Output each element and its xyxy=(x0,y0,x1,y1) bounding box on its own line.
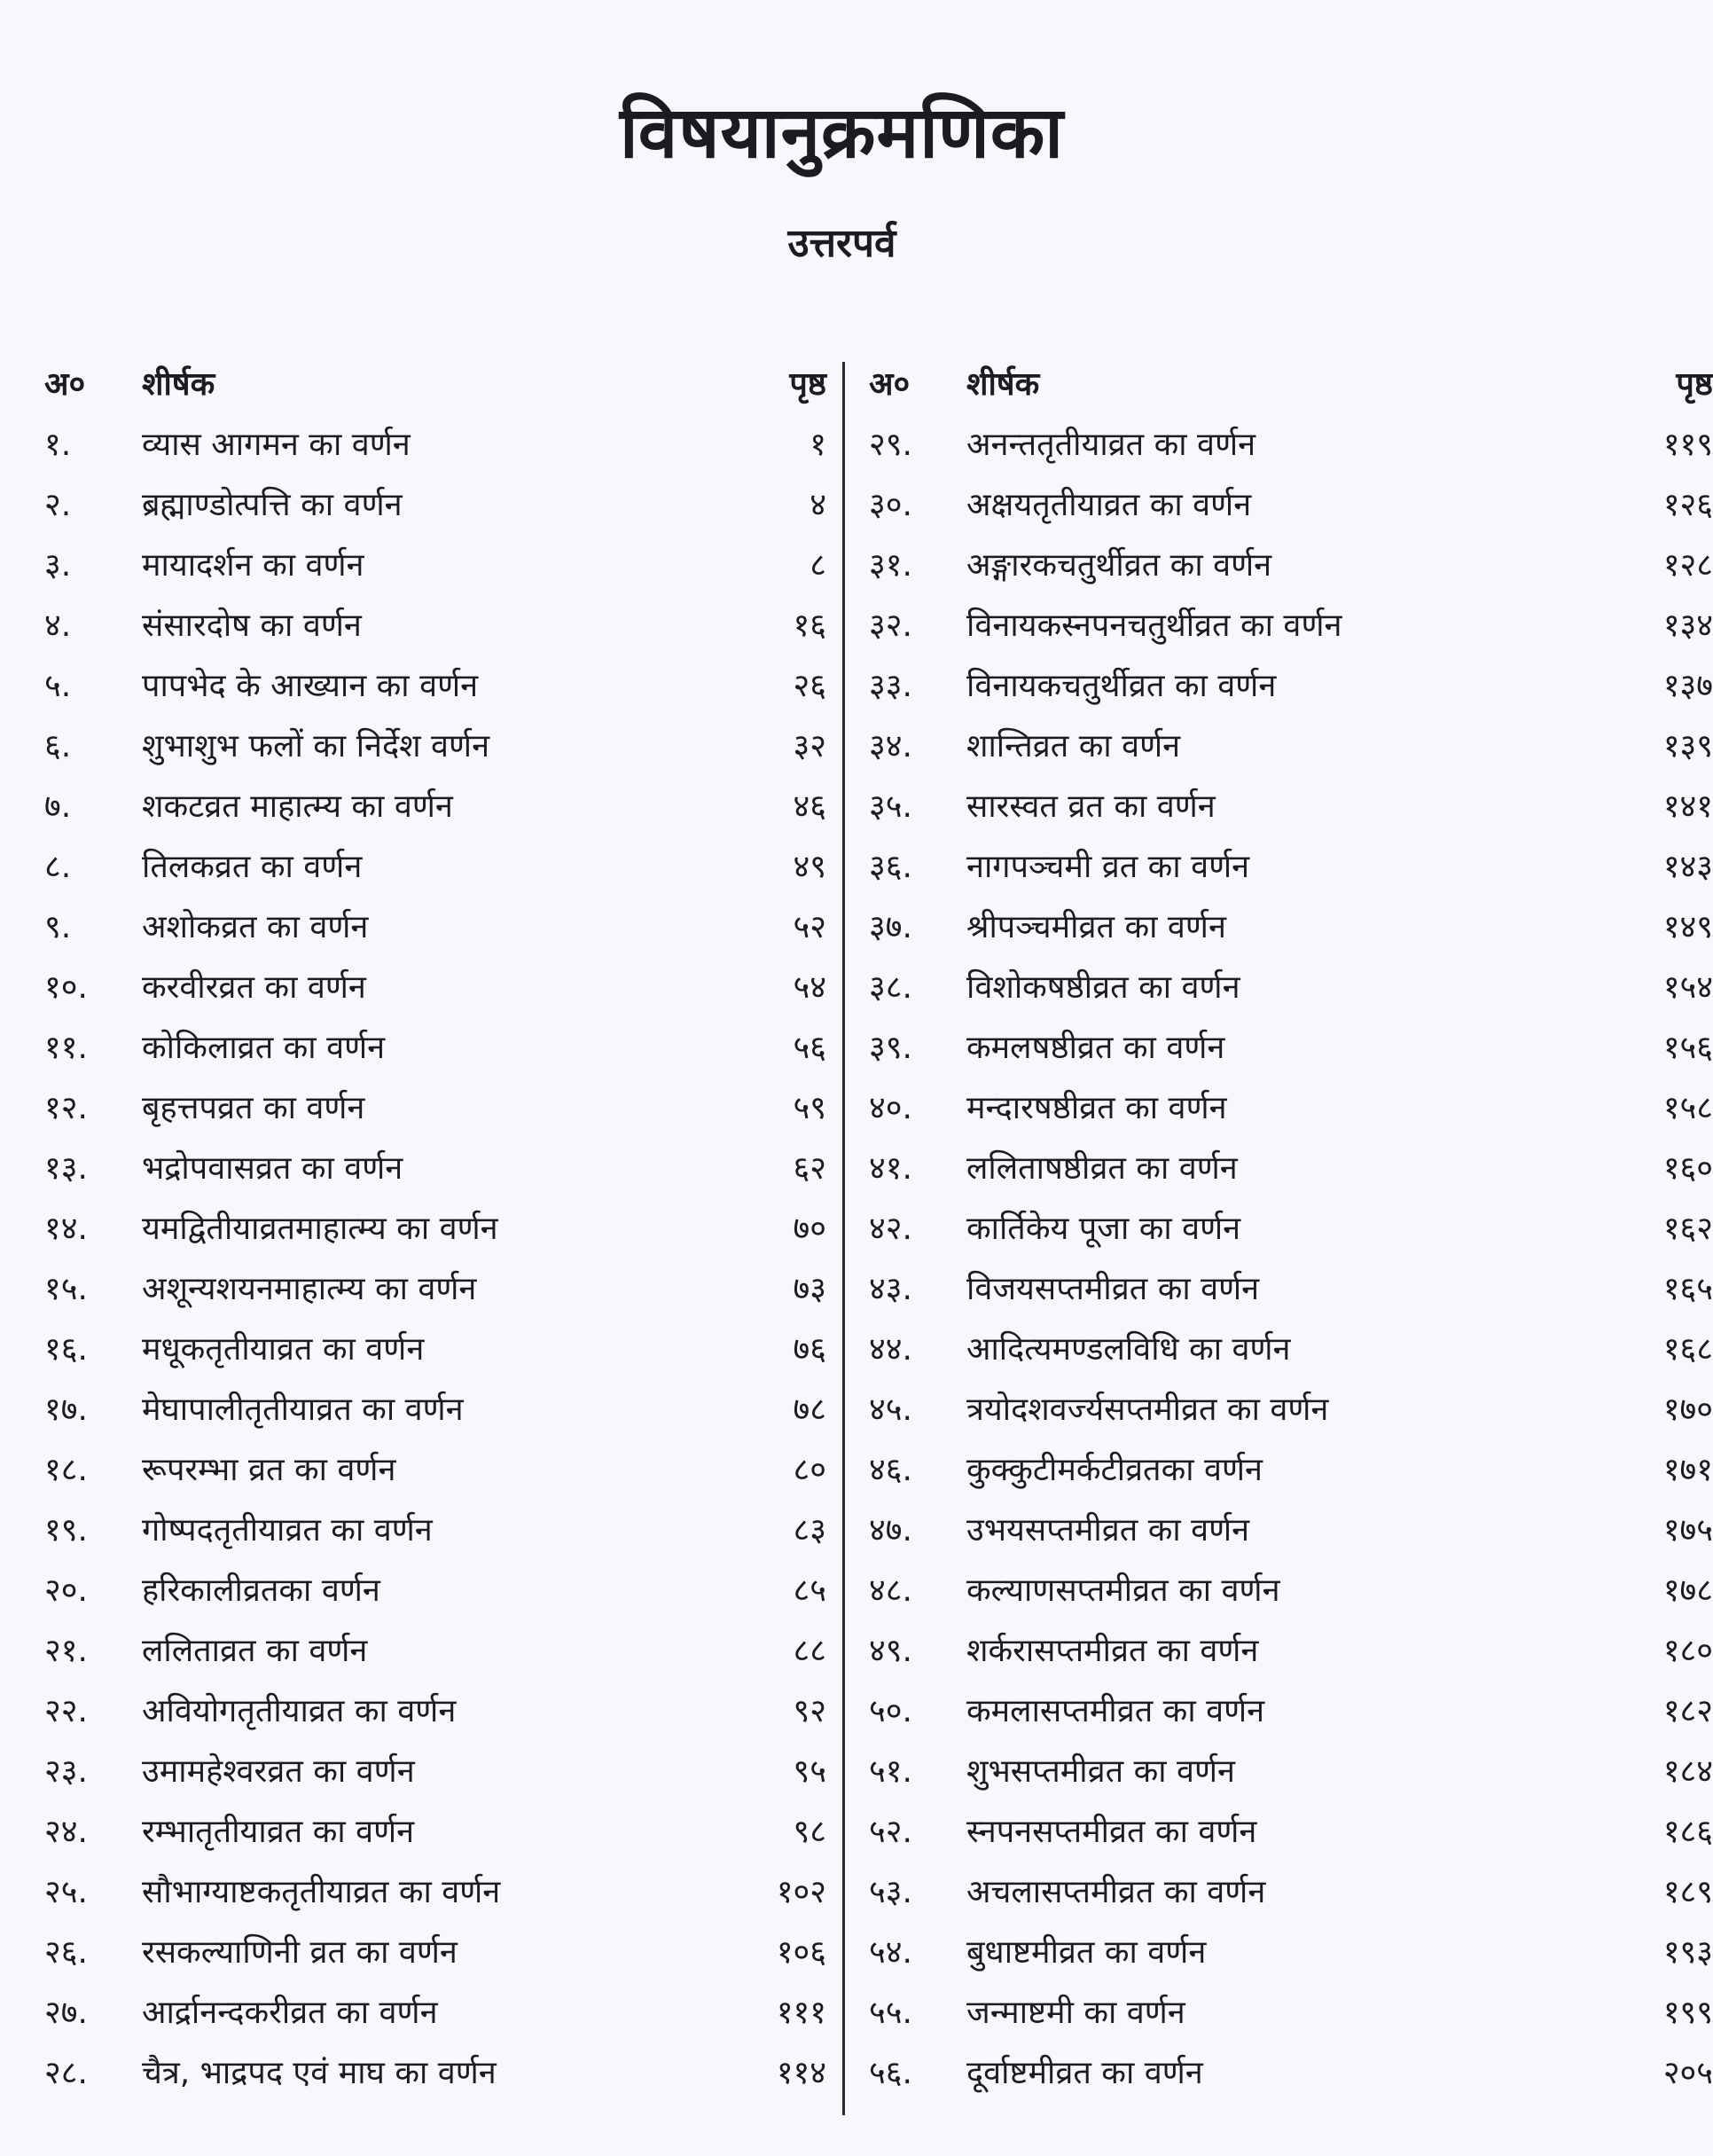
toc-entry xyxy=(44,536,825,596)
header-num-label: अ० xyxy=(44,366,86,403)
toc-entry xyxy=(44,1199,825,1259)
entry-title: पापभेद के आख्यान का वर्णन xyxy=(142,668,479,704)
entry-page: ७० xyxy=(793,1211,826,1247)
entry-number: १६. xyxy=(44,1331,88,1368)
entry-title: विनायकस्नपनचतुर्थीव्रत का वर्णन xyxy=(966,608,1342,644)
entry-number: १४. xyxy=(44,1211,88,1247)
header-page-label: पृष्ठ xyxy=(789,366,826,403)
entry-title: ललिताषष्ठीव्रत का वर्णन xyxy=(966,1150,1238,1187)
toc-entry xyxy=(44,717,825,777)
entry-title: चैत्र, भाद्रपद एवं माघ का वर्णन xyxy=(142,2055,497,2091)
entry-page: १२६ xyxy=(1662,487,1713,523)
entry-page: १७० xyxy=(1662,1392,1713,1428)
entry-title: शर्करासप्तमीव्रत का वर्णन xyxy=(966,1633,1259,1669)
entry-number: ५३. xyxy=(869,1874,912,1910)
entry-number: ४१. xyxy=(869,1150,912,1187)
entry-title: जन्माष्टमी का वर्णन xyxy=(966,1995,1185,2031)
entry-number: २३. xyxy=(44,1753,88,1790)
toc-entry xyxy=(869,656,1713,717)
entry-title: मन्दारषष्ठीव्रत का वर्णन xyxy=(966,1090,1227,1126)
entry-title: करवीरव्रत का वर्णन xyxy=(142,969,366,1006)
toc-entry xyxy=(869,717,1713,777)
entry-title: भद्रोपवासव्रत का वर्णन xyxy=(142,1150,403,1187)
toc-list-right xyxy=(869,415,1713,2104)
toc-entry xyxy=(44,1259,825,1320)
entry-page: ७६ xyxy=(793,1331,826,1368)
entry-title: सौभाग्याष्टकतृतीयाव्रत का वर्णन xyxy=(142,1874,501,1910)
entry-title: कल्याणसप्तमीव्रत का वर्णन xyxy=(966,1572,1280,1609)
toc-entry xyxy=(44,1018,825,1078)
entry-title: शुभाशुभ फलों का निर्देश वर्णन xyxy=(142,728,490,764)
entry-page: ८ xyxy=(810,547,826,584)
entry-page: ६२ xyxy=(793,1150,826,1187)
entry-page: ५२ xyxy=(793,909,826,945)
toc-entry xyxy=(44,2043,825,2104)
toc-entry xyxy=(44,1561,825,1621)
entry-number: ३५. xyxy=(869,788,912,825)
entry-number: ४६. xyxy=(869,1452,912,1488)
entry-page: १८६ xyxy=(1662,1814,1713,1850)
entry-title: कुक्कुटीमर्कटीव्रतका वर्णन xyxy=(966,1452,1263,1488)
entry-number: ४७. xyxy=(869,1512,912,1548)
entry-title: अशोकव्रत का वर्णन xyxy=(142,909,369,945)
toc-entry xyxy=(44,1139,825,1199)
entry-number: १३. xyxy=(44,1150,88,1187)
toc-entry xyxy=(44,1682,825,1742)
entry-number: ३२. xyxy=(869,608,912,644)
toc-entry xyxy=(869,1682,1713,1742)
entry-page: ८५ xyxy=(793,1572,826,1609)
entry-title: शान्तिव्रत का वर्णन xyxy=(966,728,1181,764)
toc-entry xyxy=(44,958,825,1018)
entry-page: १४३ xyxy=(1662,849,1713,885)
toc-entry xyxy=(44,1983,825,2043)
entry-title: दूर्वाष्टमीव्रत का वर्णन xyxy=(966,2055,1203,2091)
entry-page: १२८ xyxy=(1662,547,1713,584)
entry-number: ५५. xyxy=(869,1995,912,2031)
entry-number: ४९. xyxy=(869,1633,912,1669)
toc-entry xyxy=(869,1561,1713,1621)
entry-page: १५६ xyxy=(1662,1030,1713,1066)
entry-page: १११ xyxy=(776,1995,826,2031)
entry-number: ४४. xyxy=(869,1331,912,1368)
entry-title: अङ्गारकचतुर्थीव्रत का वर्णन xyxy=(966,547,1272,584)
entry-number: ३०. xyxy=(869,487,912,523)
entry-number: ३३. xyxy=(869,668,912,704)
entry-page: १७८ xyxy=(1662,1572,1713,1609)
toc-entry xyxy=(869,415,1713,475)
entry-page: १८० xyxy=(1662,1633,1713,1669)
entry-page: १९३ xyxy=(1662,1934,1713,1971)
entry-number: ५२. xyxy=(869,1814,912,1850)
entry-number: ३७. xyxy=(869,909,912,945)
entry-title: कमलषष्ठीव्रत का वर्णन xyxy=(966,1030,1225,1066)
toc-entry xyxy=(44,898,825,958)
entry-page: ९८ xyxy=(793,1814,826,1850)
toc-header-left xyxy=(44,355,825,415)
entry-page: ५४ xyxy=(793,969,826,1006)
toc-entry xyxy=(44,656,825,717)
column-divider xyxy=(842,362,845,2115)
entry-number: ३. xyxy=(44,547,72,584)
entry-title: स्नपनसप्तमीव्रत का वर्णन xyxy=(966,1814,1257,1850)
entry-page: १०६ xyxy=(776,1934,826,1971)
toc-entry xyxy=(44,1742,825,1802)
entry-page: ५९ xyxy=(793,1090,826,1126)
entry-number: ४५. xyxy=(869,1392,912,1428)
toc-entry xyxy=(44,596,825,656)
entry-title: कमलासप्तमीव्रत का वर्णन xyxy=(966,1693,1265,1729)
entry-title: उभयसप्तमीव्रत का वर्णन xyxy=(966,1512,1250,1548)
toc-entry xyxy=(44,475,825,536)
entry-number: ४२. xyxy=(869,1211,912,1247)
entry-number: ९. xyxy=(44,909,72,945)
toc-entry xyxy=(44,837,825,898)
entry-number: १०. xyxy=(44,969,88,1006)
section-subtitle: उत्तरपर्व xyxy=(787,221,896,266)
entry-title: सारस्वत व्रत का वर्णन xyxy=(966,788,1216,825)
entry-page: १ xyxy=(810,427,826,463)
entry-title: अचलासप्तमीव्रत का वर्णन xyxy=(966,1874,1266,1910)
entry-number: २४. xyxy=(44,1814,88,1850)
entry-number: ४. xyxy=(44,608,72,644)
entry-page: १८२ xyxy=(1662,1693,1713,1729)
toc-entry xyxy=(869,1259,1713,1320)
entry-title: व्यास आगमन का वर्णन xyxy=(142,427,411,463)
toc-entry xyxy=(869,1862,1713,1923)
entry-page: ५६ xyxy=(793,1030,826,1066)
toc-entry xyxy=(869,777,1713,837)
toc-entry xyxy=(869,2043,1713,2104)
toc-entry xyxy=(869,958,1713,1018)
entry-title: रसकल्याणिनी व्रत का वर्णन xyxy=(142,1934,458,1971)
entry-page: २६ xyxy=(793,668,826,704)
entry-title: गोष्पदतृतीयाव्रत का वर्णन xyxy=(142,1512,433,1548)
entry-number: २७. xyxy=(44,1995,88,2031)
entry-number: ३८. xyxy=(869,969,912,1006)
toc-entry xyxy=(44,1440,825,1501)
entry-title: आदित्यमण्डलविधि का वर्णन xyxy=(966,1331,1291,1368)
entry-page: २०५ xyxy=(1662,2055,1713,2091)
entry-title: बुधाष्टमीव्रत का वर्णन xyxy=(966,1934,1207,1971)
toc-entry xyxy=(869,1501,1713,1561)
entry-number: ७. xyxy=(44,788,72,825)
header-page-label: पृष्ठ xyxy=(1676,366,1713,403)
entry-title: अनन्ततृतीयाव्रत का वर्णन xyxy=(966,427,1256,463)
entry-title: ब्रह्माण्डोत्पत्ति का वर्णन xyxy=(142,487,403,523)
entry-title: संसारदोष का वर्णन xyxy=(142,608,362,644)
toc-entry xyxy=(869,1802,1713,1862)
entry-page: १६० xyxy=(1662,1150,1713,1187)
entry-number: ५६. xyxy=(869,2055,912,2091)
entry-number: ११. xyxy=(44,1030,88,1066)
toc-entry xyxy=(869,596,1713,656)
toc-entry xyxy=(869,1199,1713,1259)
entry-page: ४९ xyxy=(793,849,826,885)
entry-number: २९. xyxy=(869,427,912,463)
entry-number: २. xyxy=(44,487,72,523)
entry-page: १७१ xyxy=(1662,1452,1713,1488)
entry-page: ४ xyxy=(810,487,826,523)
toc-entry xyxy=(869,1440,1713,1501)
toc-entry xyxy=(869,1139,1713,1199)
entry-title: विनायकचतुर्थीव्रत का वर्णन xyxy=(966,668,1277,704)
entry-page: ३२ xyxy=(793,728,826,764)
entry-number: १. xyxy=(44,427,72,463)
entry-title: ललिताव्रत का वर्णन xyxy=(142,1633,368,1669)
entry-title: यमद्वितीयाव्रतमाहात्म्य का वर्णन xyxy=(142,1211,498,1247)
toc-entry xyxy=(44,415,825,475)
toc-entry xyxy=(44,1802,825,1862)
entry-title: तिलकव्रत का वर्णन xyxy=(142,849,363,885)
entry-number: ४८. xyxy=(869,1572,912,1609)
toc-entry xyxy=(869,1923,1713,1983)
entry-number: ३६. xyxy=(869,849,912,885)
entry-number: २८. xyxy=(44,2055,88,2091)
entry-number: ५०. xyxy=(869,1693,912,1729)
header-num-label: अ० xyxy=(869,366,911,403)
entry-page: १५८ xyxy=(1662,1090,1713,1126)
header-title-label: शीर्षक xyxy=(966,366,1040,403)
entry-page: १४१ xyxy=(1662,788,1713,825)
entry-title: नागपञ्चमी व्रत का वर्णन xyxy=(966,849,1250,885)
entry-page: १७५ xyxy=(1662,1512,1713,1548)
entry-title: आर्द्रानन्दकरीव्रत का वर्णन xyxy=(142,1995,438,2031)
toc-entry xyxy=(44,1621,825,1682)
entry-page: १९९ xyxy=(1662,1995,1713,2031)
entry-title: मायादर्शन का वर्णन xyxy=(142,547,364,584)
toc-entry xyxy=(869,536,1713,596)
toc-entry xyxy=(869,1983,1713,2043)
entry-number: ५. xyxy=(44,668,72,704)
entry-page: ११४ xyxy=(776,2055,826,2091)
entry-title: त्रयोदशवर्ज्यसप्तमीव्रत का वर्णन xyxy=(966,1392,1329,1428)
toc-entry xyxy=(869,1621,1713,1682)
entry-title: उमामहेश्वरव्रत का वर्णन xyxy=(142,1753,415,1790)
toc-entry xyxy=(869,1380,1713,1440)
entry-title: कोकिलाव्रत का वर्णन xyxy=(142,1030,386,1066)
entry-title: कार्तिकेय पूजा का वर्णन xyxy=(966,1211,1241,1247)
entry-page: १५४ xyxy=(1662,969,1713,1006)
entry-number: २६. xyxy=(44,1934,88,1971)
toc-entry xyxy=(869,898,1713,958)
entry-number: २५. xyxy=(44,1874,88,1910)
entry-title: शकटव्रत माहात्म्य का वर्णन xyxy=(142,788,453,825)
entry-number: १८. xyxy=(44,1452,88,1488)
toc-entry xyxy=(44,1078,825,1139)
entry-number: ५४. xyxy=(869,1934,912,1971)
entry-page: १३७ xyxy=(1662,668,1713,704)
toc-entry xyxy=(44,1380,825,1440)
entry-title: अक्षयतृतीयाव्रत का वर्णन xyxy=(966,487,1252,523)
entry-title: बृहत्तपव्रत का वर्णन xyxy=(142,1090,365,1126)
toc-entry xyxy=(44,1862,825,1923)
entry-page: १८४ xyxy=(1662,1753,1713,1790)
entry-number: ५१. xyxy=(869,1753,912,1790)
entry-page: १६८ xyxy=(1662,1331,1713,1368)
entry-number: ८. xyxy=(44,849,72,885)
entry-page: १३४ xyxy=(1662,608,1713,644)
entry-number: ३९. xyxy=(869,1030,912,1066)
entry-number: २०. xyxy=(44,1572,88,1609)
entry-title: हरिकालीव्रतका वर्णन xyxy=(142,1572,380,1609)
toc-entry xyxy=(869,1078,1713,1139)
entry-page: ७८ xyxy=(793,1392,826,1428)
entry-number: १२. xyxy=(44,1090,88,1126)
entry-number: ४३. xyxy=(869,1271,912,1307)
entry-title: श्रीपञ्चमीव्रत का वर्णन xyxy=(966,909,1226,945)
entry-number: ३१. xyxy=(869,547,912,584)
entry-page: ९५ xyxy=(793,1753,826,1790)
toc-column-right xyxy=(869,355,1713,2104)
entry-number: ६. xyxy=(44,728,72,764)
entry-title: मेघापालीतृतीयाव्रत का वर्णन xyxy=(142,1392,464,1428)
toc-entry xyxy=(44,1501,825,1561)
entry-title: अवियोगतृतीयाव्रत का वर्णन xyxy=(142,1693,457,1729)
toc-header-right xyxy=(869,355,1713,415)
toc-entry xyxy=(869,475,1713,536)
toc-list-left xyxy=(44,415,825,2104)
entry-page: ४६ xyxy=(793,788,826,825)
entry-page: ८३ xyxy=(793,1512,826,1548)
toc-column-left xyxy=(44,355,825,2104)
entry-title: अशून्यशयनमाहात्म्य का वर्णन xyxy=(142,1271,477,1307)
entry-title: मधूकतृतीयाव्रत का वर्णन xyxy=(142,1331,425,1368)
entry-page: ११९ xyxy=(1662,427,1713,463)
entry-page: ७३ xyxy=(793,1271,826,1307)
entry-title: विजयसप्तमीव्रत का वर्णन xyxy=(966,1271,1260,1307)
entry-page: १६५ xyxy=(1662,1271,1713,1307)
entry-page: १६ xyxy=(793,608,826,644)
toc-entry xyxy=(869,837,1713,898)
entry-page: १६२ xyxy=(1662,1211,1713,1247)
entry-title: विशोकषष्ठीव्रत का वर्णन xyxy=(966,969,1240,1006)
entry-title: रम्भातृतीयाव्रत का वर्णन xyxy=(142,1814,415,1850)
entry-number: २१. xyxy=(44,1633,88,1669)
entry-page: १३९ xyxy=(1662,728,1713,764)
entry-page: ८८ xyxy=(793,1633,826,1669)
entry-title: रूपरम्भा व्रत का वर्णन xyxy=(142,1452,396,1488)
toc-entry xyxy=(869,1742,1713,1802)
toc-entry xyxy=(44,1923,825,1983)
entry-page: १८९ xyxy=(1662,1874,1713,1910)
toc-entry xyxy=(44,1320,825,1380)
toc-entry xyxy=(44,777,825,837)
toc-entry xyxy=(869,1018,1713,1078)
entry-number: २२. xyxy=(44,1693,88,1729)
entry-page: ९२ xyxy=(793,1693,826,1729)
entry-number: ३४. xyxy=(869,728,912,764)
toc-entry xyxy=(869,1320,1713,1380)
header-title-label: शीर्षक xyxy=(142,366,215,403)
entry-page: १४९ xyxy=(1662,909,1713,945)
entry-number: १९. xyxy=(44,1512,88,1548)
entry-number: १५. xyxy=(44,1271,88,1307)
entry-number: ४०. xyxy=(869,1090,912,1126)
entry-number: १७. xyxy=(44,1392,88,1428)
entry-title: शुभसप्तमीव्रत का वर्णन xyxy=(966,1753,1236,1790)
entry-page: ८० xyxy=(793,1452,826,1488)
page-title: विषयानुक्रमणिका xyxy=(620,91,1064,174)
entry-page: १०२ xyxy=(776,1874,826,1910)
